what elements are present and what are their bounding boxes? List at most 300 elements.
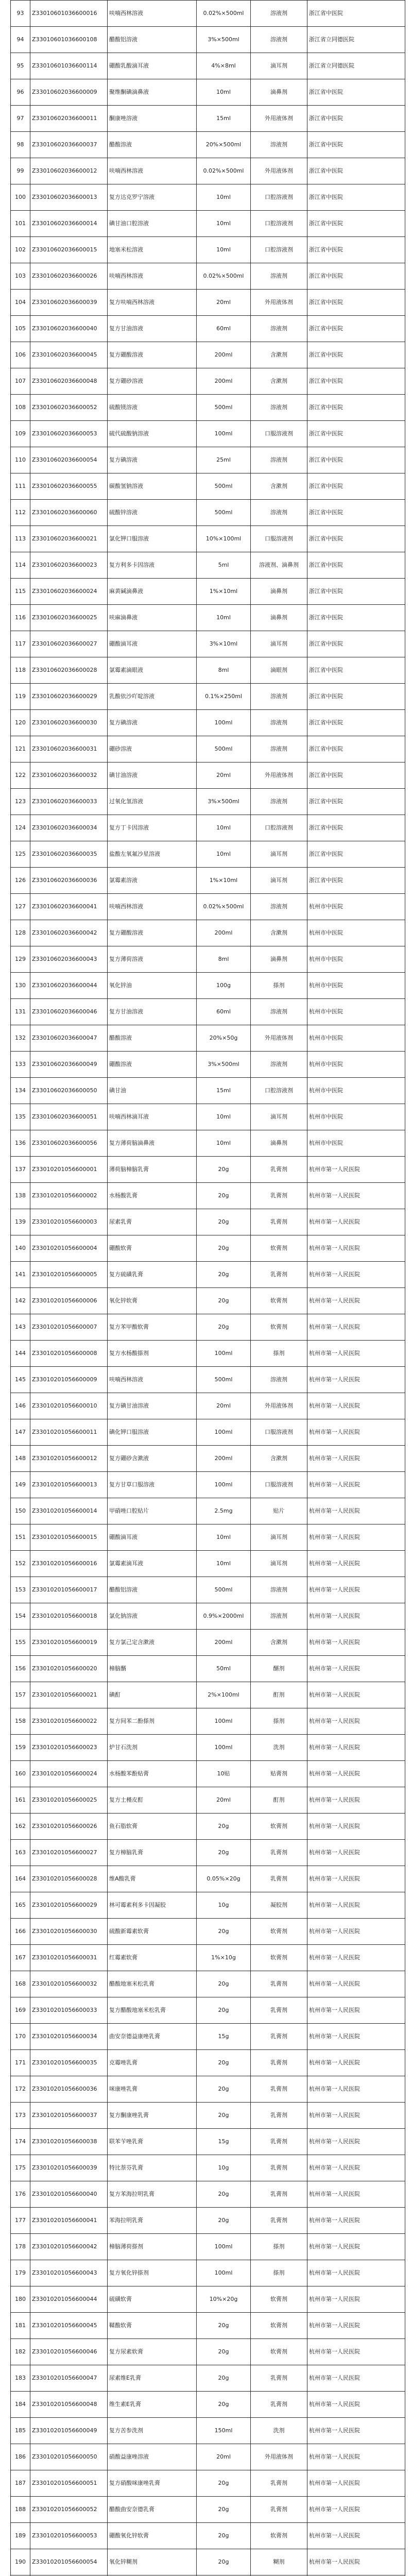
institution-cell: 杭州市第一人民医院	[307, 1997, 405, 2024]
preparation-name-cell: 硫酸镁溶液	[108, 395, 197, 421]
table-row	[11, 946, 405, 973]
dosage-form-cell: 凝胶剂	[251, 1892, 307, 1919]
approval-number-cell: Z33010602036600014	[30, 211, 108, 237]
table-row	[11, 2497, 405, 2523]
dosage-form-cell: 乳膏剂	[251, 2129, 307, 2155]
institution-cell: 杭州市第一人民医院	[307, 2365, 405, 2392]
specification-cell: 3%×500ml	[197, 27, 251, 53]
institution-cell: 浙江省中医院	[307, 132, 405, 158]
approval-number-cell: Z33010602036600049	[30, 1052, 108, 1078]
institution-cell: 杭州市第一人民医院	[307, 1603, 405, 1630]
row-number-cell: 99	[11, 158, 30, 184]
row-number-cell: 171	[11, 2050, 30, 2076]
row-number-cell: 139	[11, 1209, 30, 1235]
row-number-cell: 169	[11, 1997, 30, 2024]
row-number-cell: 167	[11, 1945, 30, 1971]
dosage-form-cell: 滴耳剂	[251, 841, 307, 868]
preparation-name-cell: 硼砂溶液	[108, 736, 197, 762]
row-number-cell: 189	[11, 2523, 30, 2549]
row-number-cell: 142	[11, 1288, 30, 1314]
approval-number-cell: Z33010201056600009	[30, 1367, 108, 1393]
specification-cell: 0.02%×500ml	[197, 263, 251, 290]
table-row	[11, 552, 405, 579]
preparation-name-cell: 复方樟脑乳膏	[108, 1840, 197, 1866]
row-number-cell: 158	[11, 1708, 30, 1735]
institution-cell: 浙江省中医院	[307, 184, 405, 211]
preparation-name-cell: 复方薄荷脑滴鼻液	[108, 1130, 197, 1157]
dosage-form-cell: 外用液体剂	[251, 1025, 307, 1052]
dosage-form-cell: 口腔溶液剂	[251, 815, 307, 841]
dosage-form-cell: 乳膏剂	[251, 2155, 307, 2181]
dosage-form-cell: 溶液剂、滴鼻剂	[251, 552, 307, 579]
row-number-cell: 165	[11, 1892, 30, 1919]
table-row	[11, 1183, 405, 1209]
institution-cell: 杭州市第一人民医院	[307, 1708, 405, 1735]
dosage-form-cell: 口腔溶液剂	[251, 211, 307, 237]
dosage-form-cell: 外用液体剂	[251, 2444, 307, 2470]
preparation-name-cell: 樟脑薄荷搽剂	[108, 2234, 197, 2260]
row-number-cell: 108	[11, 395, 30, 421]
approval-number-cell: Z33010602036600048	[30, 368, 108, 395]
table-row	[11, 1682, 405, 1708]
table-row	[11, 500, 405, 526]
table-row	[11, 237, 405, 263]
preparation-name-cell: 复方苦参洗剂	[108, 2418, 197, 2444]
specification-cell: 10ml	[197, 605, 251, 631]
preparation-name-cell: 复方氧化锌搽剂	[108, 2260, 197, 2286]
table-row	[11, 920, 405, 946]
row-number-cell: 119	[11, 684, 30, 710]
specification-cell: 15ml	[197, 106, 251, 132]
approval-number-cell: Z33010602036600025	[30, 605, 108, 631]
dosage-form-cell: 外用液体剂	[251, 762, 307, 789]
row-number-cell: 152	[11, 1551, 30, 1577]
dosage-form-cell: 糊剂	[251, 2549, 307, 2575]
row-number-cell: 136	[11, 1130, 30, 1157]
dosage-form-cell: 口服溶液剂	[251, 421, 307, 447]
row-number-cell: 179	[11, 2260, 30, 2286]
preparation-name-cell: 硫酸锌溶液	[108, 500, 197, 526]
dosage-form-cell: 口腔溶液剂	[251, 237, 307, 263]
specification-cell: 10g	[197, 1892, 251, 1919]
specification-cell: 3%×500ml	[197, 789, 251, 815]
table-row	[11, 1814, 405, 1840]
row-number-cell: 146	[11, 1393, 30, 1419]
row-number-cell: 98	[11, 132, 30, 158]
institution-cell: 杭州市第一人民医院	[307, 2129, 405, 2155]
row-number-cell: 147	[11, 1419, 30, 1446]
preparation-name-cell: 氧化锌糊剂	[108, 2549, 197, 2575]
dosage-form-cell: 软膏剂	[251, 2286, 307, 2313]
approval-number-cell: Z33010201056600051	[30, 2470, 108, 2497]
row-number-cell: 132	[11, 1025, 30, 1052]
preparation-name-cell: 甲硝唑口腔贴片	[108, 1498, 197, 1524]
specification-cell: 20%×500ml	[197, 132, 251, 158]
approval-number-cell: Z33010201056600032	[30, 1971, 108, 1997]
specification-cell: 500ml	[197, 473, 251, 500]
dosage-form-cell: 含漱剂	[251, 368, 307, 395]
table-row	[11, 1446, 405, 1472]
dosage-form-cell: 软膏剂	[251, 1314, 307, 1341]
institution-cell: 杭州市第一人民医院	[307, 2260, 405, 2286]
institution-cell: 杭州市第一人民医院	[307, 1235, 405, 1262]
approval-number-cell: Z33010201056600011	[30, 1419, 108, 1446]
institution-cell: 杭州市第一人民医院	[307, 2444, 405, 2470]
row-number-cell: 163	[11, 1840, 30, 1866]
preparation-name-cell: 氯霉素滴耳液	[108, 1551, 197, 1577]
preparation-name-cell: 复方苯甲酸软膏	[108, 1314, 197, 1341]
preparation-name-cell: 碘酊	[108, 1682, 197, 1708]
specification-cell: 20g	[197, 2076, 251, 2103]
institution-cell: 杭州市第一人民医院	[307, 1577, 405, 1603]
dosage-form-cell: 外用液体剂	[251, 1393, 307, 1419]
institution-cell: 杭州市第一人民医院	[307, 1656, 405, 1682]
preparation-name-cell: 聚维酮碘滴鼻液	[108, 79, 197, 106]
row-number-cell: 126	[11, 868, 30, 894]
row-number-cell: 117	[11, 631, 30, 657]
preparation-name-cell: 复方苯海拉明乳膏	[108, 2181, 197, 2208]
institution-cell: 杭州市第一人民医院	[307, 1472, 405, 1498]
institution-cell: 杭州市第一人民医院	[307, 1735, 405, 1761]
specification-cell: 3%×500ml	[197, 1052, 251, 1078]
institution-cell: 浙江省中医院	[307, 841, 405, 868]
preparation-name-cell: 复方硼砂溶液	[108, 368, 197, 395]
approval-number-cell: Z33010601036600016	[30, 1, 108, 27]
preparation-name-cell: 复方硝酸咪康唑乳膏	[108, 2470, 197, 2497]
institution-cell: 浙江省中医院	[307, 552, 405, 579]
dosage-form-cell: 搽剂	[251, 2260, 307, 2286]
row-number-cell: 104	[11, 290, 30, 316]
row-number-cell: 115	[11, 579, 30, 605]
table-row	[11, 605, 405, 631]
row-number-cell: 164	[11, 1866, 30, 1892]
specification-cell: 150ml	[197, 2418, 251, 2444]
specification-cell: 20g	[197, 1157, 251, 1183]
row-number-cell: 187	[11, 2470, 30, 2497]
approval-number-cell: Z33010201056600001	[30, 1157, 108, 1183]
institution-cell: 杭州市第一人民医院	[307, 2076, 405, 2103]
preparation-name-cell: 复方甘油溶液	[108, 999, 197, 1025]
specification-cell: 4%×8ml	[197, 53, 251, 79]
dosage-form-cell: 溶液剂	[251, 1603, 307, 1630]
row-number-cell: 124	[11, 815, 30, 841]
row-number-cell: 107	[11, 368, 30, 395]
institution-cell: 浙江省中医院	[307, 762, 405, 789]
table-row	[11, 1025, 405, 1052]
preparation-name-cell: 硝酸益康唑溶液	[108, 2444, 197, 2470]
dosage-form-cell: 软膏剂	[251, 2313, 307, 2339]
row-number-cell: 168	[11, 1971, 30, 1997]
dosage-form-cell: 软膏剂	[251, 1288, 307, 1314]
dosage-form-cell: 滴耳剂	[251, 1524, 307, 1551]
specification-cell: 60ml	[197, 316, 251, 342]
preparation-name-cell: 复方利多卡因溶液	[108, 552, 197, 579]
specification-cell: 20g	[197, 2181, 251, 2208]
row-number-cell: 182	[11, 2339, 30, 2365]
institution-cell: 浙江省中医院	[307, 79, 405, 106]
approval-number-cell: Z33010201056600048	[30, 2392, 108, 2418]
table-row	[11, 1104, 405, 1130]
specification-cell: 100ml	[197, 421, 251, 447]
row-number-cell: 110	[11, 447, 30, 473]
approval-number-cell: Z33010602036600035	[30, 841, 108, 868]
row-number-cell: 166	[11, 1919, 30, 1945]
dosage-form-cell: 乳膏剂	[251, 2365, 307, 2392]
dosage-form-cell: 搽剂	[251, 973, 307, 999]
preparation-name-cell: 醋酸铝溶液	[108, 1577, 197, 1603]
institution-cell: 杭州市第一人民医院	[307, 1814, 405, 1840]
approval-number-cell: Z33010201056600013	[30, 1472, 108, 1498]
preparation-name-cell: 复方酮康唑乳膏	[108, 2103, 197, 2129]
specification-cell: 5ml	[197, 552, 251, 579]
specification-cell: 15g	[197, 2129, 251, 2155]
row-number-cell: 137	[11, 1157, 30, 1183]
preparation-name-cell: 碘甘油	[108, 1078, 197, 1104]
institution-cell: 浙江省中医院	[307, 736, 405, 762]
approval-number-cell: Z33010602036600032	[30, 762, 108, 789]
preparation-name-cell: 复方尿素软膏	[108, 2339, 197, 2365]
approval-number-cell: Z33010201056600039	[30, 2155, 108, 2181]
approval-number-cell: Z33010602036600052	[30, 395, 108, 421]
specification-cell: 10ml	[197, 1551, 251, 1577]
dosage-form-cell: 乳膏剂	[251, 2050, 307, 2076]
table-row	[11, 2392, 405, 2418]
preparation-name-cell: 水杨酸乳膏	[108, 1183, 197, 1209]
dosage-form-cell: 软膏剂	[251, 2339, 307, 2365]
preparation-name-cell: 红霉素软膏	[108, 1945, 197, 1971]
approval-number-cell: Z33010201056600034	[30, 2024, 108, 2050]
dosage-form-cell: 含漱剂	[251, 1446, 307, 1472]
table-row	[11, 736, 405, 762]
institution-cell: 浙江省中医院	[307, 421, 405, 447]
dosage-form-cell: 乳膏剂	[251, 1183, 307, 1209]
approval-number-cell: Z33010602036600041	[30, 894, 108, 920]
dosage-form-cell: 溶液剂	[251, 447, 307, 473]
institution-cell: 杭州市中医院	[307, 1052, 405, 1078]
approval-number-cell: Z33010201056600030	[30, 1919, 108, 1945]
table-row	[11, 184, 405, 211]
specification-cell: 20g	[197, 2313, 251, 2339]
institution-cell: 杭州市第一人民医院	[307, 1446, 405, 1472]
specification-cell: 20g	[197, 1919, 251, 1945]
preparation-name-cell: 鱼石脂软膏	[108, 1814, 197, 1840]
table-row	[11, 1419, 405, 1446]
preparation-name-cell: 炉甘石洗剂	[108, 1735, 197, 1761]
table-row	[11, 2181, 405, 2208]
institution-cell: 杭州市第一人民医院	[307, 2234, 405, 2260]
dosage-form-cell: 溶液剂	[251, 736, 307, 762]
preparation-name-cell: 硼酸乳酸滴耳液	[108, 53, 197, 79]
approval-number-cell: Z33010201056600029	[30, 1892, 108, 1919]
row-number-cell: 127	[11, 894, 30, 920]
approval-number-cell: Z33010602036600054	[30, 447, 108, 473]
approval-number-cell: Z33010602036600050	[30, 1078, 108, 1104]
preparation-name-cell: 尿素维E乳膏	[108, 2365, 197, 2392]
specification-cell: 20g	[197, 2339, 251, 2365]
specification-cell: 20ml	[197, 1393, 251, 1419]
approval-number-cell: Z33010201056600019	[30, 1630, 108, 1656]
dosage-form-cell: 搽剂	[251, 1341, 307, 1367]
approval-number-cell: Z33010201056600004	[30, 1235, 108, 1262]
row-number-cell: 150	[11, 1498, 30, 1524]
preparation-name-cell: 特比萘芬乳膏	[108, 2155, 197, 2181]
institution-cell: 浙江省中医院	[307, 263, 405, 290]
row-number-cell: 134	[11, 1078, 30, 1104]
approval-number-cell: Z33010201056600008	[30, 1341, 108, 1367]
table-row	[11, 789, 405, 815]
approval-number-cell: Z33010201056600007	[30, 1314, 108, 1341]
approval-number-cell: Z33010602036600056	[30, 1130, 108, 1157]
institution-cell: 浙江省中医院	[307, 789, 405, 815]
dosage-form-cell: 溶液剂	[251, 263, 307, 290]
table-row	[11, 2365, 405, 2392]
preparation-name-cell: 复方醋酸地塞米松乳膏	[108, 1997, 197, 2024]
specification-cell: 20g	[197, 2050, 251, 2076]
specification-cell: 200ml	[197, 1630, 251, 1656]
dosage-form-cell: 滴耳剂	[251, 631, 307, 657]
row-number-cell: 185	[11, 2418, 30, 2444]
approval-number-cell: Z33010201056600046	[30, 2339, 108, 2365]
approval-number-cell: Z33010201056600027	[30, 1840, 108, 1866]
institution-cell: 杭州市第一人民医院	[307, 1367, 405, 1393]
row-number-cell: 135	[11, 1104, 30, 1130]
row-number-cell: 176	[11, 2181, 30, 2208]
preparation-name-cell: 薄荷脑樟脑乳膏	[108, 1157, 197, 1183]
specification-cell: 25ml	[197, 447, 251, 473]
specification-cell: 100ml	[197, 1708, 251, 1735]
approval-number-cell: Z33010602036600028	[30, 657, 108, 684]
preparation-name-cell: 硫代硫酸钠溶液	[108, 421, 197, 447]
preparation-name-cell: 硼酸溶液	[108, 1052, 197, 1078]
institution-cell: 杭州市第一人民医院	[307, 1892, 405, 1919]
approval-number-cell: Z33010201056600014	[30, 1498, 108, 1524]
institution-cell: 浙江省立同德医院	[307, 53, 405, 79]
specification-cell: 500ml	[197, 500, 251, 526]
specification-cell: 20g	[197, 1997, 251, 2024]
preparation-name-cell: 呋喃西林滴耳液	[108, 1104, 197, 1130]
table-row	[11, 1498, 405, 1524]
row-number-cell: 122	[11, 762, 30, 789]
table-row	[11, 1656, 405, 1682]
row-number-cell: 154	[11, 1603, 30, 1630]
dosage-form-cell: 口腔溶液剂	[251, 1078, 307, 1104]
row-number-cell: 131	[11, 999, 30, 1025]
dosage-form-cell: 滴眼剂	[251, 657, 307, 684]
specification-cell: 15g	[197, 2024, 251, 2050]
specification-cell: 100ml	[197, 2260, 251, 2286]
table-row	[11, 684, 405, 710]
specification-cell: 20ml	[197, 762, 251, 789]
dosage-form-cell: 口服溶液剂	[251, 1419, 307, 1446]
specification-cell: 60ml	[197, 999, 251, 1025]
table-row	[11, 316, 405, 342]
table-row	[11, 868, 405, 894]
institution-cell: 杭州市中医院	[307, 1104, 405, 1130]
preparation-name-cell: 林可霉素利多卡因凝胶	[108, 1892, 197, 1919]
specification-cell: 0.1%×250ml	[197, 684, 251, 710]
dosage-form-cell: 乳膏剂	[251, 2103, 307, 2129]
specification-cell: 20g	[197, 1262, 251, 1288]
approval-number-cell: Z33010601036600108	[30, 27, 108, 53]
approval-number-cell: Z33010602036600051	[30, 1104, 108, 1130]
preparation-name-cell: 水杨酸苯酚贴膏	[108, 1761, 197, 1787]
row-number-cell: 188	[11, 2497, 30, 2523]
preparation-name-cell: 复方硼酸溶液	[108, 920, 197, 946]
row-number-cell: 186	[11, 2444, 30, 2470]
table-row	[11, 894, 405, 920]
preparation-name-cell: 碘甘油溶液	[108, 762, 197, 789]
preparation-name-cell: 氧化锌软膏	[108, 1288, 197, 1314]
approval-number-cell: Z33010602036600009	[30, 79, 108, 106]
preparation-name-cell: 醋酸铝溶液	[108, 27, 197, 53]
table-row	[11, 1341, 405, 1367]
specification-cell: 2%×100ml	[197, 1682, 251, 1708]
approval-number-cell: Z33010201056600018	[30, 1603, 108, 1630]
row-number-cell: 125	[11, 841, 30, 868]
row-number-cell: 93	[11, 1, 30, 27]
table-row	[11, 1314, 405, 1341]
row-number-cell: 128	[11, 920, 30, 946]
approval-number-cell: Z33010201056600040	[30, 2181, 108, 2208]
approval-number-cell: Z33010602036600043	[30, 946, 108, 973]
institution-cell: 杭州市第一人民医院	[307, 2286, 405, 2313]
table-row	[11, 395, 405, 421]
approval-number-cell: Z33010602036600021	[30, 526, 108, 552]
dosage-form-cell: 乳膏剂	[251, 1262, 307, 1288]
table-row	[11, 211, 405, 237]
institution-cell: 浙江省中医院	[307, 447, 405, 473]
institution-cell: 浙江省中医院	[307, 290, 405, 316]
approval-number-cell: Z33010201056600024	[30, 1761, 108, 1787]
table-row	[11, 79, 405, 106]
specification-cell: 100ml	[197, 1419, 251, 1446]
row-number-cell: 130	[11, 973, 30, 999]
institution-cell: 杭州市中医院	[307, 999, 405, 1025]
approval-number-cell: Z33010602036600042	[30, 920, 108, 946]
preparation-name-cell: 联苯苄唑乳膏	[108, 2129, 197, 2155]
row-number-cell: 138	[11, 1183, 30, 1209]
row-number-cell: 181	[11, 2313, 30, 2339]
preparation-name-cell: 呋喃西林溶液	[108, 894, 197, 920]
row-number-cell: 157	[11, 1682, 30, 1708]
institution-cell: 杭州市第一人民医院	[307, 1866, 405, 1892]
preparation-name-cell: 维生素E乳膏	[108, 2392, 197, 2418]
dosage-form-cell: 外用液体剂	[251, 158, 307, 184]
preparation-name-cell: 醋酸曲安奈德乳膏	[108, 2497, 197, 2523]
specification-cell: 100ml	[197, 1341, 251, 1367]
preparation-name-cell: 复方硼酸溶液	[108, 342, 197, 368]
specification-cell: 20g	[197, 1971, 251, 1997]
preparation-name-cell: 复方间苯二酚搽剂	[108, 1708, 197, 1735]
preparation-name-cell: 樟脑醑	[108, 1656, 197, 1682]
approval-number-cell: Z33010201056600020	[30, 1656, 108, 1682]
table-row	[11, 1892, 405, 1919]
row-number-cell: 180	[11, 2286, 30, 2313]
preparation-name-cell: 复方碘溶液	[108, 447, 197, 473]
preparation-name-cell: 硼酸软膏	[108, 1235, 197, 1262]
specification-cell: 20ml	[197, 1787, 251, 1814]
institution-cell: 杭州市第一人民医院	[307, 1288, 405, 1314]
specification-cell: 10ml	[197, 1130, 251, 1157]
table-row	[11, 1524, 405, 1551]
table-row	[11, 1157, 405, 1183]
dosage-form-cell: 乳膏剂	[251, 1971, 307, 1997]
table-row	[11, 106, 405, 132]
dosage-form-cell: 滴耳剂	[251, 1104, 307, 1130]
preparation-name-cell: 盐酸左氧氟沙星溶液	[108, 841, 197, 868]
row-number-cell: 170	[11, 2024, 30, 2050]
approval-number-cell: Z33010201056600035	[30, 2050, 108, 2076]
